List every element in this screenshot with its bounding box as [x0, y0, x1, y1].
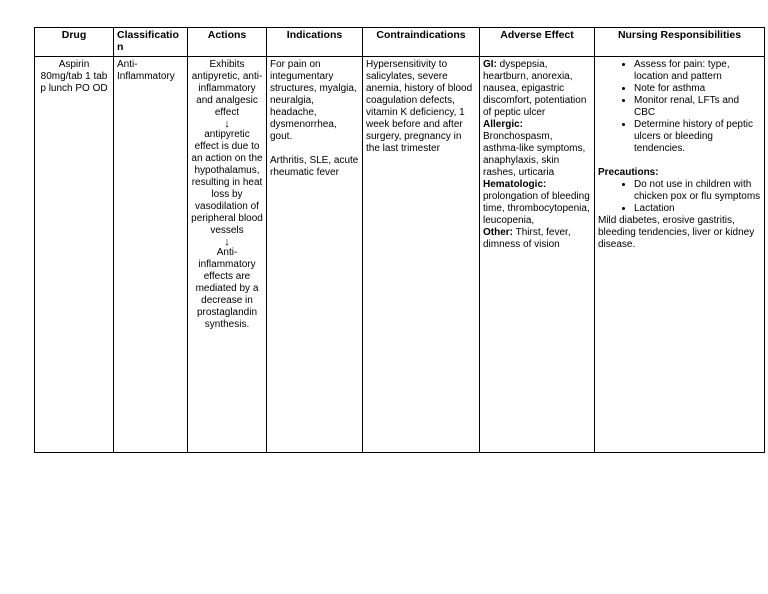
header-adverse-effect: Adverse Effect — [480, 28, 595, 57]
header-drug: Drug — [35, 28, 114, 57]
list-item: • Lactation — [634, 203, 761, 215]
adverse-hematologic: Hematologic: prolongation of bleeding time, thrombocytopenia, leucopenia, — [483, 179, 590, 226]
arrow-down-icon: ↓ — [224, 118, 230, 130]
adverse-gi: GI: dyspepsia, heartburn, anorexia, nausea, epigastric discomfort, potentiation of peptic ulcer — [483, 59, 587, 118]
arrow-down-icon: ↓ — [224, 236, 230, 248]
actions-part3: Anti-inflammatory effects are mediated by a decrease in prostaglandin synthesis. — [195, 247, 259, 330]
adverse-other: Other: Thirst, fever, dimness of vision — [483, 227, 571, 250]
header-nursing-responsibilities: Nursing Responsibilities — [595, 28, 765, 57]
cell-classification: Anti-Inflammatory — [114, 57, 188, 453]
nursing-list — [598, 59, 761, 155]
cell-drug: Aspirin 80mg/tab 1 tab p lunch PO OD — [35, 57, 114, 453]
indications-p2: Arthritis, SLE, acute rheumatic fever — [270, 155, 359, 178]
header-actions: Actions — [188, 28, 267, 57]
list-item: • Note for asthma — [634, 83, 761, 95]
header-classification: Classificatio n — [114, 28, 188, 57]
header-row — [35, 28, 765, 57]
table-row — [35, 57, 765, 453]
adverse-allergic: Allergic: Bronchospasm, asthma-like symptoms, anaphylaxis, skin rashes, urticaria — [483, 119, 586, 178]
cell-indications — [267, 57, 363, 453]
cell-nursing-responsibilities — [595, 57, 765, 453]
precautions-title: Precautions: — [598, 167, 659, 178]
header-contraindications: Contraindications — [363, 28, 480, 57]
actions-part2: antipyretic effect is due to an action on the hypothalamus, resulting in heat loss by vasodilation of peripheral blood vessels — [191, 129, 263, 236]
indications-p1: For pain on integumentary structures, myalgia, neuralgia, headache, dysmenorrhea, gout. — [270, 59, 357, 142]
precautions-list — [598, 179, 761, 215]
cell-contraindications: Hypersensitivity to salicylates, severe anemia, history of blood coagulation defects, vitamin K deficiency, 1 week before and after surgery, pregnancy in the last trimester — [363, 57, 480, 453]
cell-adverse-effect — [480, 57, 595, 453]
actions-part1: Exhibits antipyretic, anti-inflammatory and analgesic effect — [191, 59, 263, 118]
precautions-extra: Mild diabetes, erosive gastritis, bleeding tendencies, liver or kidney disease. — [598, 215, 755, 250]
list-item: • Determine history of peptic ulcers or bleeding tendencies. — [634, 119, 761, 155]
list-item: • Monitor renal, LFTs and CBC — [634, 95, 761, 119]
list-item: • Do not use in children with chicken pox or flu symptoms — [634, 179, 761, 203]
cell-actions — [188, 57, 267, 453]
header-indications: Indications — [267, 28, 363, 57]
drug-study-table — [34, 27, 765, 453]
list-item: • Assess for pain: type, location and pattern — [634, 59, 761, 83]
